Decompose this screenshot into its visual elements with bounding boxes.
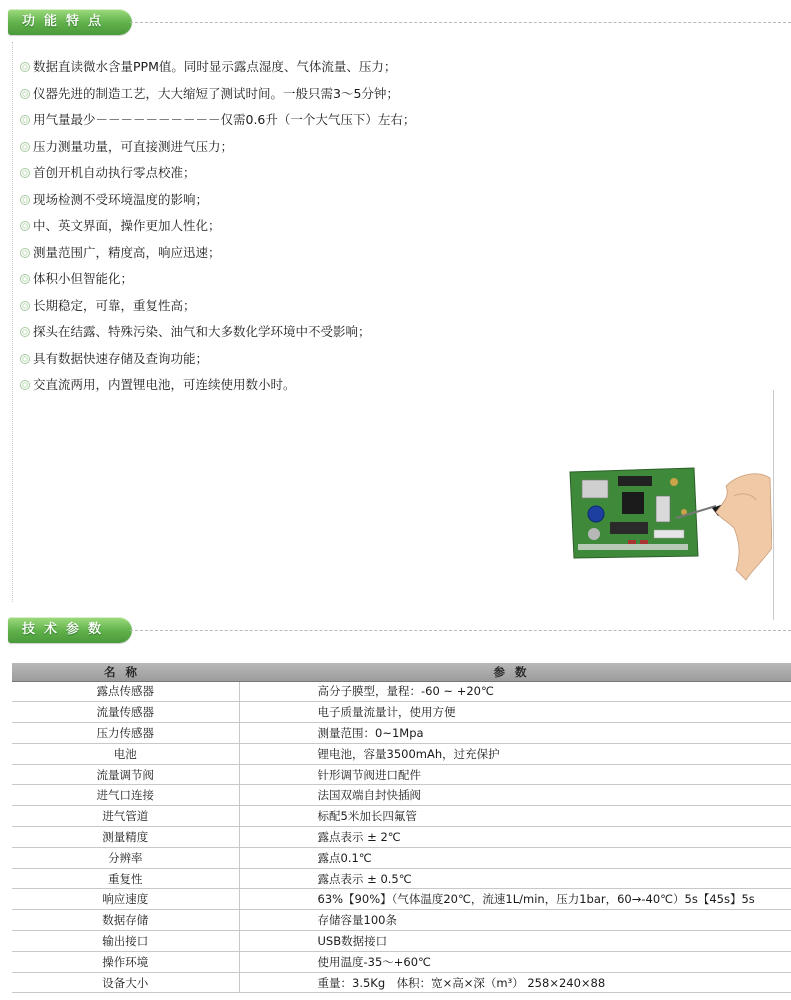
bullet-icon bbox=[20, 380, 30, 390]
feature-text: 体积小但智能化； bbox=[33, 271, 134, 286]
table-row bbox=[12, 702, 791, 723]
bullet-icon bbox=[20, 248, 30, 258]
feature-text: 探头在结露、特殊污染、油气和大多数化学环境中不受影响； bbox=[33, 324, 371, 339]
spec-value-cell: 测量范围：0~1Mpa bbox=[239, 723, 791, 744]
spec-value-cell: 标配5米加长四氟管 bbox=[239, 806, 791, 827]
circuit-board-illustration bbox=[566, 452, 772, 592]
spec-value-cell: USB数据接口 bbox=[239, 931, 791, 952]
pcb-board-icon bbox=[570, 468, 698, 558]
feature-item bbox=[20, 376, 760, 403]
table-row bbox=[12, 910, 791, 931]
table-row bbox=[12, 743, 791, 764]
feature-item bbox=[20, 191, 760, 218]
section-divider bbox=[130, 22, 791, 23]
spec-value-cell: 高分子膜型，量程：-60 ~ +20℃ bbox=[239, 681, 791, 702]
specs-section-tab: 技术参数 bbox=[8, 617, 132, 643]
spec-name-cell: 测量精度 bbox=[12, 827, 239, 848]
spec-value-cell: 法国双端自封快插阀 bbox=[239, 785, 791, 806]
feature-text: 测量范围广，精度高，响应迅速； bbox=[33, 244, 221, 260]
table-row bbox=[12, 951, 791, 972]
feature-text: 首创开机自动执行零点校准； bbox=[33, 165, 196, 180]
feature-text: 交直流两用，内置锂电池，可连续使用数小时。 bbox=[33, 377, 296, 392]
feature-item bbox=[20, 138, 760, 165]
feature-item bbox=[20, 85, 760, 112]
spec-table-header bbox=[12, 663, 791, 681]
spec-value-cell: 露点表示 ± 2℃ bbox=[239, 827, 791, 848]
table-row bbox=[12, 847, 791, 868]
feature-item bbox=[20, 111, 760, 138]
spec-name-cell: 重复性 bbox=[12, 868, 239, 889]
section-frame-right bbox=[773, 390, 774, 620]
feature-item bbox=[20, 164, 760, 191]
spec-value-cell: 重量：3.5Kg 体积：宽×高×深（m³） 258×240×88 bbox=[239, 972, 791, 993]
features-section-tab: 功能特点 bbox=[8, 9, 132, 35]
feature-item bbox=[20, 297, 760, 324]
bullet-icon bbox=[20, 115, 30, 125]
spec-value-cell: 存储容量100条 bbox=[239, 910, 791, 931]
bullet-icon bbox=[20, 168, 30, 178]
spec-name-cell: 输出接口 bbox=[12, 931, 239, 952]
spec-name-cell: 压力传感器 bbox=[12, 723, 239, 744]
feature-text: 具有数据快速存储及查询功能； bbox=[33, 350, 209, 366]
feature-item bbox=[20, 58, 760, 85]
spec-name-cell: 进气管道 bbox=[12, 806, 239, 827]
spec-name-cell: 分辨率 bbox=[12, 847, 239, 868]
spec-name-cell: 数据存储 bbox=[12, 910, 239, 931]
spec-value-cell: 针形调节阀进口配件 bbox=[239, 764, 791, 785]
spec-value-cell: 锂电池，容量3500mAh，过充保护 bbox=[239, 743, 791, 764]
spec-name-cell: 露点传感器 bbox=[12, 681, 239, 702]
bullet-icon bbox=[20, 62, 30, 72]
feature-text: 中、英文界面，操作更加人性化； bbox=[33, 218, 221, 233]
table-row bbox=[12, 723, 791, 744]
column-header-value: 参数 bbox=[239, 663, 791, 681]
table-row bbox=[12, 972, 791, 993]
table-row bbox=[12, 868, 791, 889]
spec-value-cell: 63%【90%】（气体温度20℃，流速1L/min，压力1bar，60→-40℃）5s【45s】5s bbox=[239, 889, 791, 910]
spec-name-cell: 流量调节阀 bbox=[12, 764, 239, 785]
spec-value-cell: 露点0.1℃ bbox=[239, 847, 791, 868]
bullet-icon bbox=[20, 354, 30, 364]
spec-name-cell: 操作环境 bbox=[12, 951, 239, 972]
feature-list bbox=[20, 58, 760, 403]
feature-item bbox=[20, 244, 760, 271]
spec-name-cell: 进气口连接 bbox=[12, 785, 239, 806]
section-frame-left bbox=[12, 42, 13, 602]
spec-name-cell: 设备大小 bbox=[12, 972, 239, 993]
feature-text: 用气量最少－－－－－－－－－－仅需0.6升（一个大气压下）左右； bbox=[33, 112, 416, 127]
feature-text: 仪器先进的制造工艺，大大缩短了测试时间。一般只需3～5分钟； bbox=[33, 85, 399, 101]
table-row bbox=[12, 785, 791, 806]
table-row bbox=[12, 681, 791, 702]
feature-text: 长期稳定，可靠，重复性高； bbox=[33, 297, 196, 313]
bullet-icon bbox=[20, 89, 30, 99]
bullet-icon bbox=[20, 274, 30, 284]
spec-table bbox=[12, 663, 791, 993]
table-row bbox=[12, 806, 791, 827]
feature-item bbox=[20, 350, 760, 377]
section-divider bbox=[130, 630, 791, 631]
spec-value-cell: 电子质量流量计，使用方便 bbox=[239, 702, 791, 723]
bullet-icon bbox=[20, 142, 30, 152]
spec-value-cell: 露点表示 ± 0.5℃ bbox=[239, 868, 791, 889]
spec-value-cell: 使用温度-35～+60℃ bbox=[239, 951, 791, 972]
table-row bbox=[12, 931, 791, 952]
spec-name-cell: 流量传感器 bbox=[12, 702, 239, 723]
spec-name-cell: 电池 bbox=[12, 743, 239, 764]
feature-item bbox=[20, 217, 760, 244]
bullet-icon bbox=[20, 301, 30, 311]
feature-text: 现场检测不受环境温度的影响； bbox=[33, 191, 209, 207]
table-row bbox=[12, 827, 791, 848]
bullet-icon bbox=[20, 195, 30, 205]
table-row bbox=[12, 764, 791, 785]
feature-item bbox=[20, 323, 760, 350]
feature-text: 数据直读微水含量PPM值。同时显示露点湿度、气体流量、压力； bbox=[33, 59, 397, 74]
column-header-name: 名称 bbox=[12, 663, 239, 681]
feature-text: 压力测量功量，可直接测进气压力； bbox=[33, 138, 234, 154]
feature-item bbox=[20, 270, 760, 297]
bullet-icon bbox=[20, 221, 30, 231]
table-row bbox=[12, 889, 791, 910]
spec-name-cell: 响应速度 bbox=[12, 889, 239, 910]
bullet-icon bbox=[20, 327, 30, 337]
